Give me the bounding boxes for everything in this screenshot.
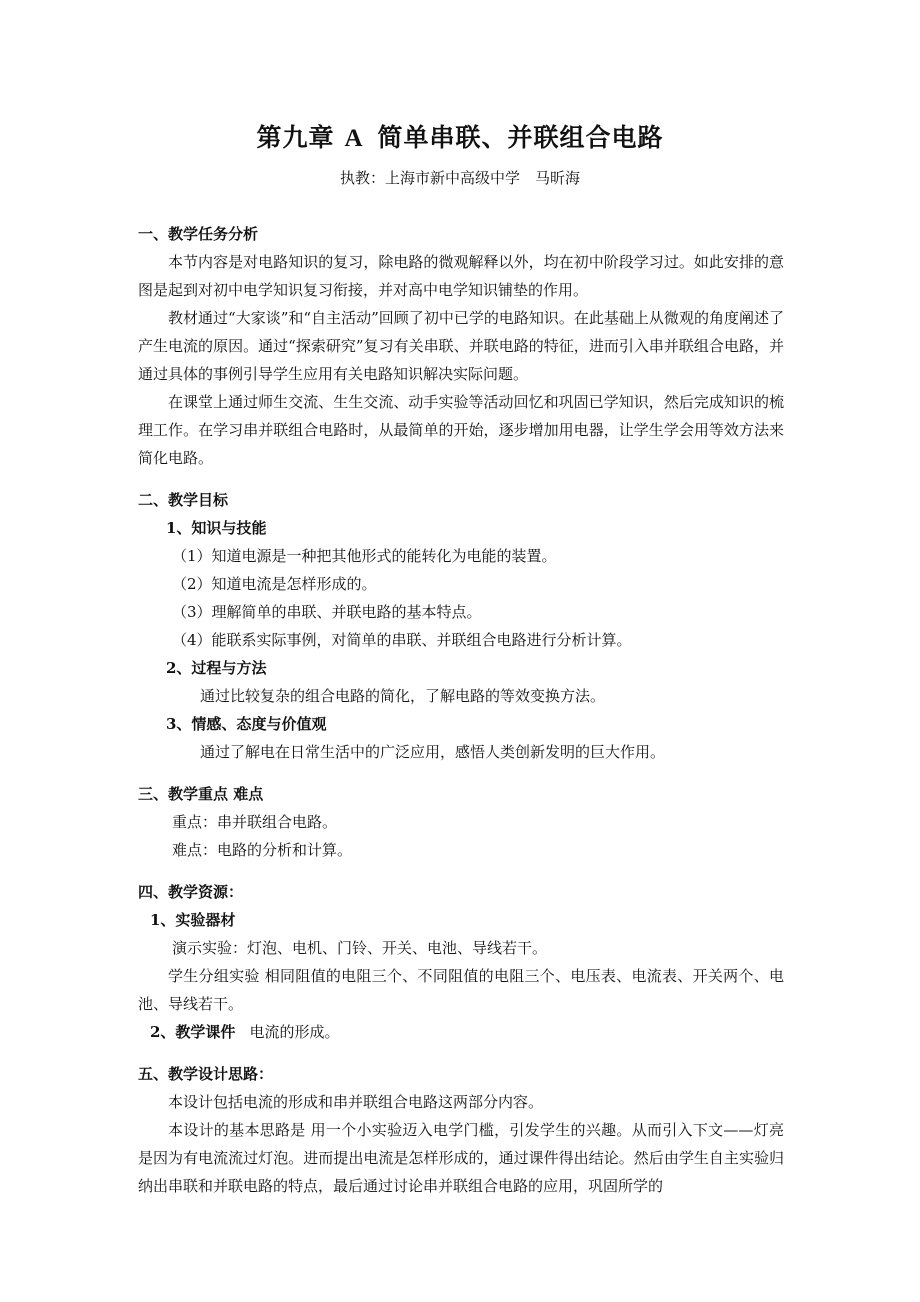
title-main: 简单串联、并联组合电路 <box>377 123 664 152</box>
paragraph: 通过了解电在日常生活中的广泛应用，感悟人类创新发明的巨大作用。 <box>200 743 666 761</box>
paragraph: 通过比较复杂的组合电路的简化，了解电路的等效变换方法。 <box>200 687 606 705</box>
document-body <box>138 220 784 1200</box>
title-letter: A <box>344 125 364 152</box>
demo-experiment: 演示实验：灯泡、电机、门铃、开关、电池、导线若干。 <box>172 939 548 957</box>
title-prefix: 第九章 <box>256 123 335 152</box>
courseware-label: 2、教学课件 <box>150 1023 236 1041</box>
subheading-emotion-values: 3、情感、态度与价值观 <box>166 715 327 733</box>
paragraph: 教材通过“大家谈”和“自主活动”回顾了初中已学的电路知识。在此基础上从微观的角度阐述了产生电流的原因。通过“探索研究”复习有关串联、并联电路的特征，进而引入串并联组合电路，并通过具体的事例引导学生应用有关电路知识解决实际问题。 <box>138 309 784 383</box>
courseware-text: 电流的形成。 <box>249 1023 340 1041</box>
section-heading-design: 五、教学设计思路： <box>138 1065 274 1083</box>
subheading-equipment: 1、实验器材 <box>150 911 236 929</box>
subheading-courseware <box>138 1018 784 1046</box>
subheading-knowledge-skills: 1、知识与技能 <box>166 519 267 537</box>
page-title <box>0 118 920 154</box>
paragraph: 在课堂上通过师生交流、生生交流、动手实验等活动回忆和巩固已学知识，然后完成知识的梳理工作。在学习串并联组合电路时，从最简单的开始，逐步增加用电器，让学生学会用等效方法来简化电路。 <box>138 393 784 467</box>
author-line: 执教：上海市新中高级中学 马昕海 <box>339 169 580 187</box>
list-item: （1）知道电源是一种把其他形式的能转化为电能的装置。 <box>172 547 557 565</box>
paragraph: 本设计包括电流的形成和串并联组合电路这两部分内容。 <box>168 1093 544 1111</box>
list-item: （2）知道电流是怎样形成的。 <box>172 575 377 593</box>
section-heading-objectives: 二、教学目标 <box>138 491 229 509</box>
paragraph: 本节内容是对电路知识的复习，除电路的微观解释以外，均在初中阶段学习过。如此安排的意图是起到对初中电学知识复习衔接，并对高中电学知识铺垫的作用。 <box>138 253 784 299</box>
subheading-process-method: 2、过程与方法 <box>166 659 267 677</box>
key-point: 重点：串并联组合电路。 <box>172 813 338 831</box>
section-heading-key-points: 三、教学重点 难点 <box>138 785 264 803</box>
section-heading-task-analysis: 一、教学任务分析 <box>138 225 259 243</box>
difficult-point: 难点：电路的分析和计算。 <box>172 841 353 859</box>
section-heading-resources: 四、教学资源： <box>138 883 244 901</box>
list-item: （3）理解简单的串联、并联电路的基本特点。 <box>172 603 482 621</box>
paragraph: 本设计的基本思路是 用一个小实验迈入电学门槛，引发学生的兴趣。从而引入下文——灯亮是因为有电流流过灯泡。进而提出电流是怎样形成的，通过课件得出结论。然后由学生自主实验归纳出串联和并联电路的特点，最后通过讨论串并联组合电路的应用，巩固所学的 <box>138 1121 784 1195</box>
group-experiment: 学生分组实验 相同阻值的电阻三个、不同阻值的电阻三个、电压表、电流表、开关两个、电池、导线若干。 <box>138 967 784 1013</box>
list-item: （4）能联系实际事例，对简单的串联、并联组合电路进行分析计算。 <box>172 631 632 649</box>
